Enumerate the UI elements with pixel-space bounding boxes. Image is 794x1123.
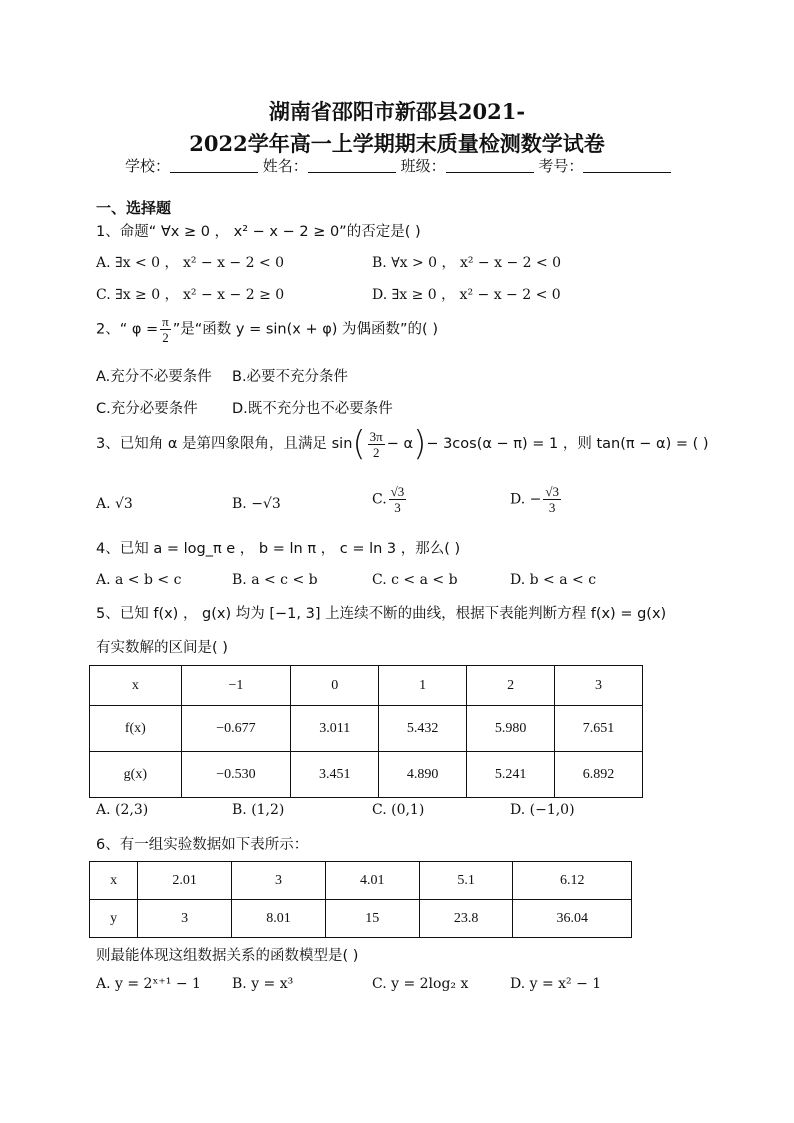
q3-option-c[interactable] (372, 484, 408, 515)
q3-stem-post: − 3cos(α − π) = 1 ，则 tan(π − α) = ( ) (426, 436, 709, 452)
q3-option-d-fraction (543, 484, 561, 515)
exam-title-line1: 湖南省邵阳市新邵县2021- (268, 99, 526, 124)
q3-option-c-num: √3 (390, 484, 405, 499)
table-cell: 3.451 (291, 752, 379, 798)
table-row (90, 900, 632, 938)
table-cell: 4.890 (379, 752, 467, 798)
table-cell: f(x) (90, 706, 182, 752)
q3-left-paren: ( (352, 424, 366, 464)
q6-followup: 则最能体现这组数据关系的函数模型是( ) (96, 948, 359, 964)
q2-stem-post: ”是“函数 y = sin(x + φ) 为偶函数”的( ) (172, 321, 438, 338)
table-cell: 3 (232, 862, 326, 900)
q2-stem (96, 314, 438, 345)
table-row (90, 752, 643, 798)
name-blank[interactable] (308, 158, 396, 173)
q5-data-table (89, 665, 643, 798)
q3-right-paren: ) (413, 424, 427, 464)
q5-option-a[interactable]: A. (2,3) (96, 802, 149, 818)
exam-number-blank[interactable] (583, 158, 671, 173)
table-cell: −0.530 (181, 752, 291, 798)
class-blank[interactable] (446, 158, 534, 173)
q3-option-d-label: D. − (510, 491, 542, 508)
q2-fraction (160, 314, 171, 345)
q5-option-c[interactable]: C. (0,1) (372, 802, 425, 818)
q3-option-c-label: C. (372, 491, 387, 508)
table-cell: 7.651 (555, 706, 643, 752)
q1-option-b[interactable]: B. ∀x > 0 ， x² − x − 2 < 0 (372, 255, 562, 271)
table-cell: 3.011 (291, 706, 379, 752)
table-cell: g(x) (90, 752, 182, 798)
table-cell: x (90, 666, 182, 706)
table-row (90, 706, 643, 752)
q4-option-d[interactable]: D. b < a < c (510, 572, 597, 588)
q6-stem: 6、有一组实验数据如下表所示： (96, 837, 309, 853)
q1-option-a[interactable]: A. ∃x < 0 ， x² − x − 2 < 0 (96, 255, 285, 271)
table-cell: 5.980 (467, 706, 555, 752)
table-cell: 8.01 (232, 900, 326, 938)
table-cell: 36.04 (513, 900, 632, 938)
q3-option-a[interactable]: A. √3 (96, 496, 133, 512)
table-cell: 6.892 (555, 752, 643, 798)
table-cell: 5.1 (419, 862, 513, 900)
q6-option-a[interactable]: A. y = 2ˣ⁺¹ − 1 (96, 976, 201, 992)
table-cell: 5.432 (379, 706, 467, 752)
q1-stem: 1、命题“ ∀x ≥ 0 ， x² − x − 2 ≥ 0”的否定是( ) (96, 224, 421, 240)
q3-frac-num: 3π (369, 428, 383, 444)
table-cell: x (90, 862, 138, 900)
q2-option-d[interactable]: D.既不充分也不必要条件 (232, 401, 393, 417)
table-cell: 0 (291, 666, 379, 706)
name-label: 姓名： (262, 157, 308, 175)
school-label: 学校： (125, 157, 171, 175)
table-cell: 4.01 (325, 862, 419, 900)
exam-number-label: 考号： (538, 157, 584, 175)
q5-stem-line2: 有实数解的区间是( ) (96, 640, 228, 656)
q6-data-table (89, 861, 632, 938)
q3-stem (96, 424, 709, 464)
q2-frac-num: π (162, 314, 169, 329)
table-cell: y (90, 900, 138, 938)
q2-stem-pre: 2、“ φ = (96, 321, 159, 338)
table-cell: 3 (555, 666, 643, 706)
q3-option-d-num: √3 (545, 484, 559, 499)
q4-option-a[interactable]: A. a < b < c (96, 572, 182, 588)
section-heading: 一、选择题 (96, 199, 172, 217)
q5-option-b[interactable]: B. (1,2) (232, 802, 285, 818)
table-row (90, 666, 643, 706)
table-cell: 6.12 (513, 862, 632, 900)
table-cell: −1 (181, 666, 291, 706)
q5-option-d[interactable]: D. (−1,0) (510, 802, 575, 818)
table-cell: 3 (138, 900, 232, 938)
table-cell: 2.01 (138, 862, 232, 900)
q4-option-b[interactable]: B. a < c < b (232, 572, 318, 588)
q2-option-b[interactable]: B.必要不充分条件 (232, 369, 349, 385)
q3-option-c-fraction (389, 484, 407, 515)
q6-option-b[interactable]: B. y = x³ (232, 976, 294, 992)
q3-stem-pre: 3、已知角 α 是第四象限角，且满足 sin (96, 436, 353, 452)
q2-frac-den: 2 (162, 330, 169, 345)
table-cell: 5.241 (467, 752, 555, 798)
q1-option-c[interactable]: C. ∃x ≥ 0 ， x² − x − 2 ≥ 0 (96, 287, 285, 303)
q3-fraction (368, 429, 385, 460)
table-cell: 15 (325, 900, 419, 938)
q4-option-c[interactable]: C. c < a < b (372, 572, 458, 588)
school-blank[interactable] (170, 158, 258, 173)
q3-option-b[interactable]: B. −√3 (232, 496, 281, 512)
student-info-row (125, 155, 671, 176)
q1-option-d[interactable]: D. ∃x ≥ 0 ， x² − x − 2 < 0 (372, 287, 561, 303)
q3-option-d[interactable] (510, 484, 563, 515)
q2-option-c[interactable]: C.充分必要条件 (96, 401, 198, 417)
q5-stem-line1: 5、已知 f(x) ， g(x) 均为 [−1, 3] 上连续不断的曲线，根据下表能判断方程 f(x) = g(x) (96, 606, 667, 622)
q2-option-a[interactable]: A.充分不必要条件 (96, 369, 212, 385)
q6-option-c[interactable]: C. y = 2log₂ x (372, 976, 469, 992)
class-label: 班级： (400, 157, 446, 175)
q3-option-d-den: 3 (548, 500, 556, 515)
table-cell: 2 (467, 666, 555, 706)
table-cell: 1 (379, 666, 467, 706)
exam-title-line2: 2022学年高一上学期期末质量检测数学试卷 (189, 131, 605, 156)
q3-frac-den: 2 (372, 444, 380, 460)
table-cell: 23.8 (419, 900, 513, 938)
table-cell: −0.677 (181, 706, 291, 752)
q3-option-c-den: 3 (394, 500, 401, 515)
q3-stem-mid: − α (386, 436, 414, 452)
table-row (90, 862, 632, 900)
q6-option-d[interactable]: D. y = x² − 1 (510, 976, 602, 992)
q4-stem: 4、已知 a = log_π e ， b = ln π ， c = ln 3 ，那么( ) (96, 541, 461, 557)
